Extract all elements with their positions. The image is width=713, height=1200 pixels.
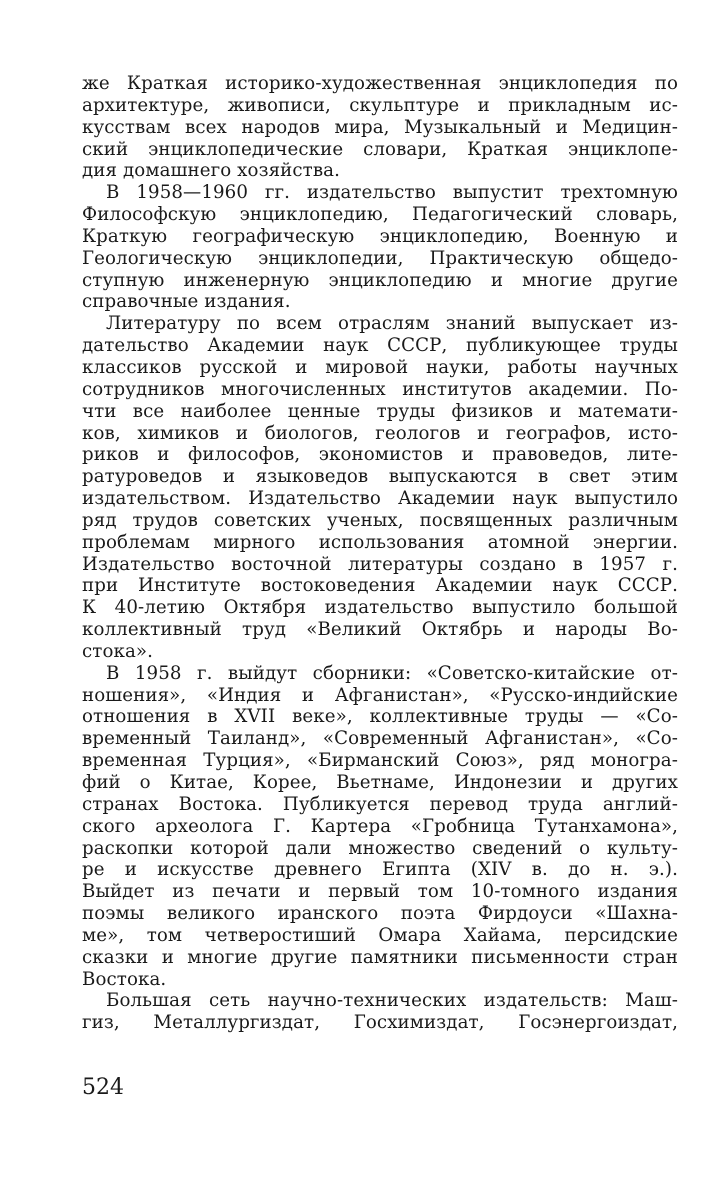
text-line: ряд трудов советских ученых, посвященных различным bbox=[82, 509, 678, 531]
text-line: отношения в XVII веке», коллективные труды — «Со- bbox=[82, 706, 678, 728]
text-line: странах Востока. Публикуется перевод труда англий- bbox=[82, 793, 678, 815]
text-line: при Институте востоковедения Академии наук СССР. bbox=[82, 575, 678, 597]
text-line: Философскую энциклопедию, Педагогический словарь, bbox=[82, 204, 678, 226]
text-line: временный Таиланд», «Современный Афганистан», «Со- bbox=[82, 728, 678, 750]
page-number: 524 bbox=[82, 1075, 124, 1100]
text-line: стока». bbox=[82, 640, 154, 662]
text-line: проблемам мирного использования атомной энергии. bbox=[82, 531, 678, 553]
text-line: гиз, Металлургиздат, Госхимиздат, Госэнергоиздат, bbox=[82, 1012, 678, 1034]
text-line: же Краткая историко-художественная энциклопедия по bbox=[82, 73, 678, 94]
text-line: В 1958 г. выйдут сборники: «Советско-китайские от- bbox=[106, 662, 678, 684]
text-line: ношения», «Индия и Афганистан», «Русско-индийские bbox=[82, 684, 678, 706]
text-line: коллективный труд «Великий Октябрь и народы Во- bbox=[82, 619, 678, 641]
text-line: Востока. bbox=[82, 968, 167, 990]
text-line: Геологическую энциклопедии, Практическую общедо- bbox=[82, 247, 678, 269]
page-body bbox=[82, 73, 678, 1034]
paragraph-2 bbox=[82, 182, 678, 313]
text-line: Большая сеть научно-технических издательств: Маш- bbox=[106, 990, 678, 1012]
text-line: ре и искусстве древнего Египта (XIV в. до н. э.). bbox=[82, 859, 678, 881]
text-line: дия домашнего хозяйства. bbox=[82, 160, 341, 182]
text-line: В 1958—1960 гг. издательство выпустит трехтомную bbox=[106, 182, 678, 204]
text-line: сказки и многие другие памятники письменности стран bbox=[82, 946, 678, 968]
text-line: архитектуре, живописи, скульптуре и прикладным ис- bbox=[82, 94, 678, 116]
text-line: раскопки которой дали множество сведений о культу- bbox=[82, 837, 678, 859]
text-line: ков, химиков и биологов, геологов и географов, исто- bbox=[82, 422, 678, 444]
text-line: ступную инженерную энциклопедию и многие другие bbox=[82, 269, 678, 291]
paragraph-1 bbox=[82, 73, 678, 182]
text-line: классиков русской и мировой науки, работы научных bbox=[82, 356, 678, 378]
text-line: справочные издания. bbox=[82, 291, 291, 313]
text-line: издательством. Издательство Академии наук выпустило bbox=[82, 488, 678, 510]
text-line: ского археолога Г. Картера «Гробница Тутанхамона», bbox=[82, 815, 678, 837]
text-line: кусствам всех народов мира, Музыкальный и Медицин- bbox=[82, 116, 678, 138]
text-line: Выйдет из печати и первый том 10-томного издания bbox=[82, 881, 678, 903]
text-line: Краткую географическую энциклопедию, Военную и bbox=[82, 225, 678, 247]
text-line: К 40-летию Октября издательство выпустило большой bbox=[82, 597, 678, 619]
text-line: риков и философов, экономистов и правоведов, лите- bbox=[82, 444, 678, 466]
paragraph-4 bbox=[82, 663, 678, 991]
text-line: сотрудников многочисленных институтов академии. По- bbox=[82, 378, 678, 400]
paragraph-3 bbox=[82, 313, 678, 663]
text-line: ский энциклопедические словари, Краткая энциклопе- bbox=[82, 138, 678, 160]
text-line: ме», том четверостиший Омара Хайама, персидские bbox=[82, 924, 678, 946]
paragraph-5 bbox=[82, 990, 678, 1034]
text-line: временная Турция», «Бирманский Союз», ряд моногра- bbox=[82, 750, 678, 772]
text-line: поэмы великого иранского поэта Фирдоуси «Шахна- bbox=[82, 903, 678, 925]
text-line: Издательство восточной литературы создано в 1957 г. bbox=[82, 553, 678, 575]
text-line: ратуроведов и языковедов выпускаются в свет этим bbox=[82, 466, 678, 488]
text-line: чти все наиболее ценные труды физиков и математи- bbox=[82, 400, 678, 422]
text-line: фий о Китае, Корее, Вьетнаме, Индонезии и других bbox=[82, 772, 678, 793]
text-line: Литературу по всем отраслям знаний выпускает из- bbox=[106, 313, 678, 335]
text-line: дательство Академии наук СССР, публикующее труды bbox=[82, 335, 678, 357]
